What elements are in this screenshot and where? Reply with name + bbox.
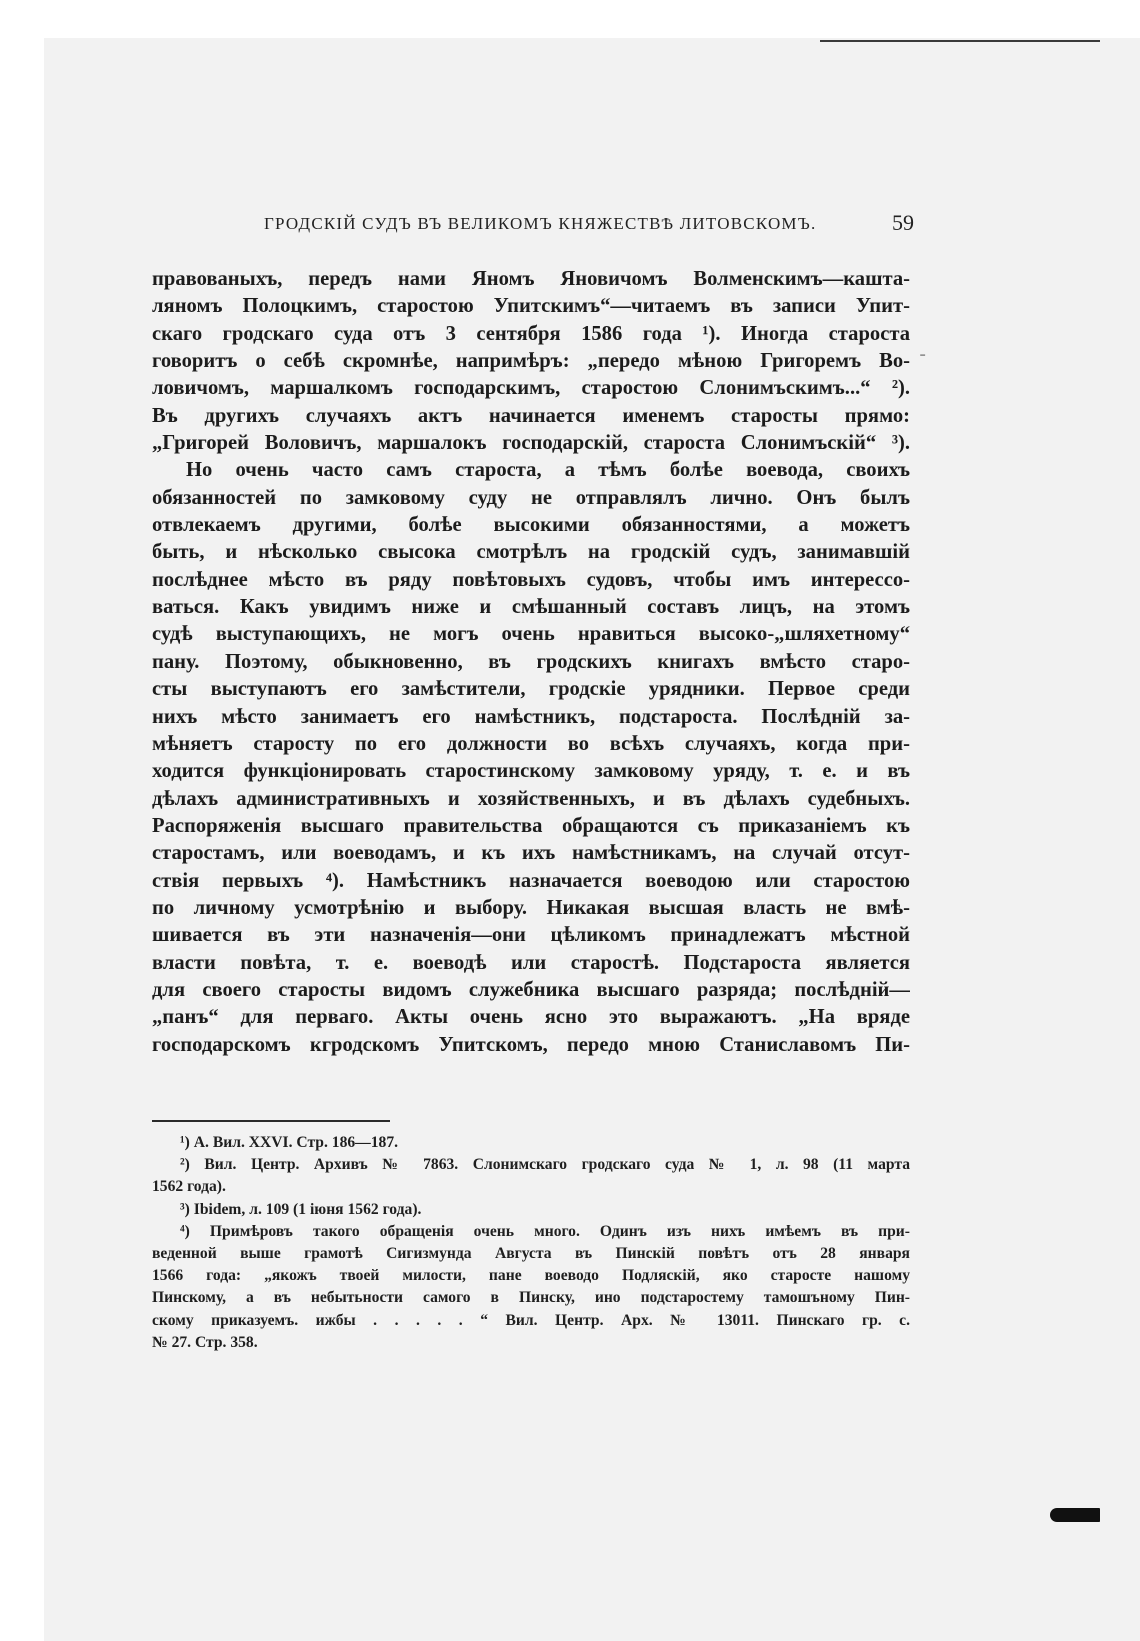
body-line: господарскомъ кгродскомъ Упитскомъ, передо мною Станиславомъ Пи-: [152, 1033, 910, 1056]
body-line: по личному усмотрѣнію и выбору. Никакая высшая власть не вмѣ-: [152, 896, 910, 919]
body-line: пану. Поэтому, обыкновенно, въ гродскихъ книгахъ вмѣсто старо-: [152, 650, 910, 673]
top-edge-rule: [820, 40, 1100, 42]
footnote-line: ²) Вил. Центр. Архивъ № 7863. Слонимскаго гродскаго суда № 1, л. 98 (11 марта: [180, 1156, 910, 1174]
footnotes: [152, 1132, 910, 1354]
body-line: быть, и нѣсколько свысока смотрѣлъ на гродскій судъ, занимавшій: [152, 541, 910, 564]
body-line: сты выступаютъ его замѣстители, гродскіе урядники. Первое среди: [152, 678, 910, 701]
running-title: ГРОДСКІЙ СУДЪ ВЪ ВЕЛИКОМЪ КНЯЖЕСТВѢ ЛИТОВСКОМЪ.: [264, 214, 817, 233]
body-line: ляномъ Полоцкимъ, старостою Упитскимъ“—читаемъ въ записи Упит-: [152, 295, 910, 318]
body-line: старостамъ, или воеводамъ, и къ ихъ намѣстникамъ, на случай отсут-: [152, 842, 910, 865]
body-line: Распоряженія высшаго правительства обращаются съ приказаніемъ къ: [152, 814, 910, 837]
body-line: правованыхъ, передъ нами Яномъ Яновичомъ Волменскимъ—кашта-: [152, 268, 910, 290]
body-line: судѣ выступающихъ, не могъ очень нравиться высоко-„шляхетному“: [152, 623, 910, 646]
body-line: послѣднее мѣсто въ ряду повѣтовыхъ судовъ, чтобы имъ интерессо-: [152, 568, 910, 591]
body-line: скаго гродскаго суда отъ 3 сентября 1586 года ¹). Иногда староста: [152, 322, 910, 345]
body-line: отвлекаемъ другими, болѣе высокими обязанностями, а можетъ: [152, 514, 910, 537]
body-text: [152, 266, 910, 1059]
body-line: Но очень часто самъ староста, а тѣмъ болѣе воевода, своихъ: [186, 459, 910, 482]
body-line: дѣлахъ административныхъ и хозяйственныхъ, и въ дѣлахъ судебныхъ.: [152, 787, 910, 810]
body-line: ходится функціонировать старостинскому замковому уряду, т. е. и въ: [152, 760, 910, 783]
page-number: 59: [892, 210, 914, 235]
body-line: обязанностей по замковому суду не отправлялъ лично. Онъ былъ: [152, 486, 910, 509]
body-line: ловичомъ, маршалкомъ господарскимъ, старостою Слонимъскимъ...“ ²).: [152, 377, 910, 400]
body-line: ваться. Какъ увидимъ ниже и смѣшанный составъ лицъ, на этомъ: [152, 596, 910, 619]
footnote-line: веденной выше грамотѣ Сигизмунда Августа въ Пинскій повѣтъ отъ 28 января: [152, 1244, 910, 1262]
body-line: говоритъ о себѣ скромнѣе, напримѣръ: „передо мѣною Григоремъ Во-: [152, 350, 910, 373]
footnote-line: ¹) А. Вил. XXVI. Стр. 186—187.: [180, 1134, 399, 1151]
body-line: для своего старосты видомъ служебника высшаго разряда; послѣдній—: [152, 978, 910, 1001]
page-header: [264, 210, 914, 244]
footnote-divider: [152, 1120, 390, 1122]
body-line: нихъ мѣсто занимаетъ его намѣстникъ, подстароста. Послѣдній за-: [152, 705, 910, 728]
footnote-line: скому приказуемъ. ижбы . . . . . “ Вил. Центр. Арх. № 13011. Пинскаго гр. с.: [152, 1311, 910, 1329]
margin-mark-icon: ˗: [920, 345, 926, 362]
footnote-line: ⁴) Примѣровъ такого обращенія очень много. Одинъ изъ нихъ имѣемъ въ при-: [180, 1222, 910, 1240]
footnote-line: 1566 года: „якожъ твоей милости, пане воеводо Подляскій, яко старосте нашому: [152, 1267, 910, 1285]
footnote-line: ³) Ibidem, л. 109 (1 іюня 1562 года).: [180, 1200, 422, 1218]
body-line: шивается въ эти назначенія—они цѣликомъ принадлежатъ мѣстной: [152, 924, 910, 947]
body-line: „Григорей Воловичъ, маршалокъ господарскій, староста Слонимъскій“ ³).: [152, 432, 910, 455]
page-edge-mark: [1050, 1508, 1100, 1522]
body-line: мѣняетъ старосту по его должности во всѣхъ случаяхъ, когда при-: [152, 732, 910, 755]
footnote-line: № 27. Стр. 358.: [152, 1333, 258, 1351]
body-line: ствія первыхъ ⁴). Намѣстникъ назначается воеводою или старостою: [152, 869, 910, 892]
footnote-line: Пинскому, а въ небытьности самого в Пинску, ино подстаростему тамошъному Пин-: [152, 1289, 910, 1307]
body-line: „панъ“ для перваго. Акты очень ясно это выражаютъ. „На врядe: [152, 1006, 910, 1029]
body-line: Въ другихъ случаяхъ актъ начинается именемъ старосты прямо:: [152, 404, 910, 427]
footnote-line: 1562 года).: [152, 1178, 226, 1196]
body-line: власти повѣта, т. е. воеводѣ или старостѣ. Подстароста является: [152, 951, 910, 974]
